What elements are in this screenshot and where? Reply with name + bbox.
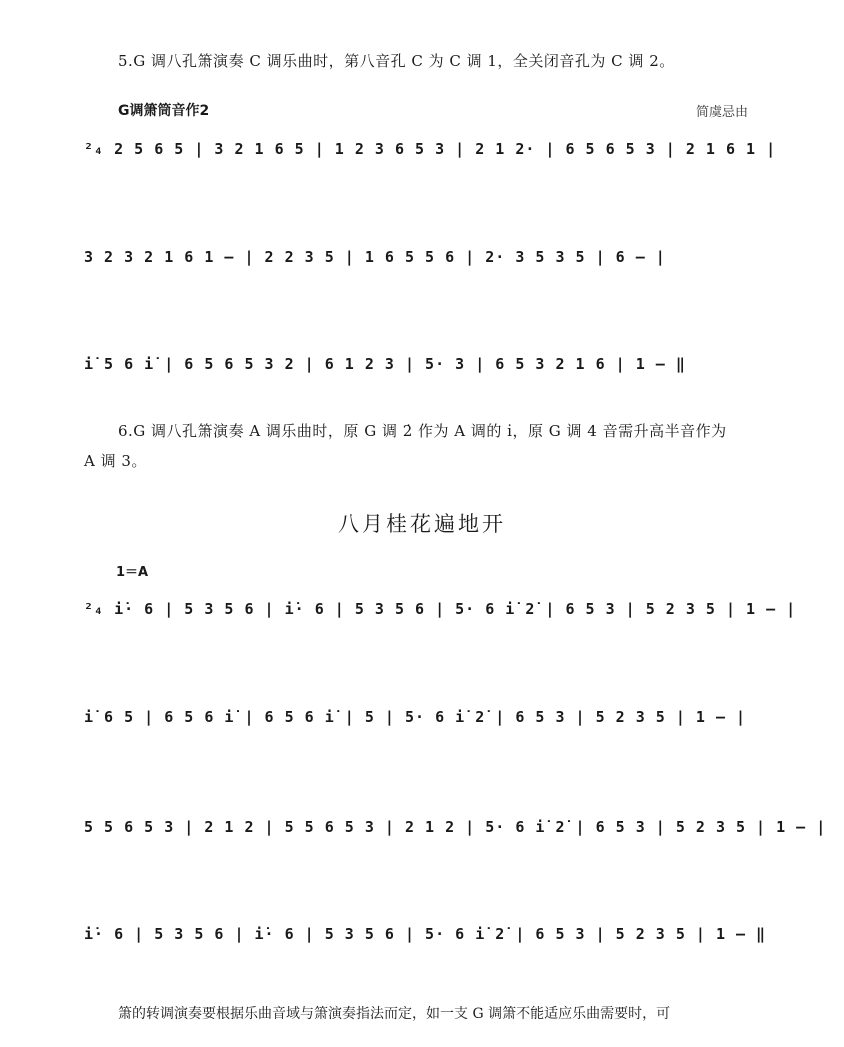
piece2-title: 八月桂花遍地开 [338, 512, 506, 536]
piece2-line-3: 5 5 6 5 3 | 2 1 2 | 5 5 6 5 3 | 2 1 2 | 5· 6 i̇ 2̇ | 6 5 3 | 5 2 3 5 | 1 – | [84, 818, 827, 836]
piece2-line-2: i̇ 6 5 | 6 5 6 i̇ | 6 5 6 i̇ | 5 | 5· 6 i̇ 2̇ | 6 5 3 | 5 2 3 5 | 1 – | [84, 708, 747, 726]
piece1-credit: 简虞忌由 [696, 105, 749, 120]
piece2-line-1: ²₄ i̇· 6 | 5 3 5 6 | i̇· 6 | 5 3 5 6 | 5· 6 i̇ 2̇ | 6 5 3 | 5 2 3 5 | 1 – | [84, 600, 797, 618]
note-6-line-1: 6.G 调八孔箫演奏 A 调乐曲时，原 G 调 2̇ 作为 A 调的 i̇，原 G 调 4 音需升高半音作为 [118, 422, 727, 440]
note-6-line-2: A 调 3。 [84, 452, 147, 470]
piece2-key: 1＝A [116, 565, 149, 580]
note-5: 5.G 调八孔箫演奏 C 调乐曲时，第八音孔 C 为 C 调 1，全关闭音孔为 C 调 2。 [118, 52, 675, 70]
piece1-line-3: i̇ 5 6 i̇ | 6 5 6 5 3 2 | 6 1 2 3 | 5· 3 | 6 5 3 2 1 6 | 1 – ‖ [84, 355, 686, 373]
piece1-line-1: ²₄ 2 5 6 5 | 3 2 1 6 5 | 1 2 3 6 5 3 | 2 1 2· | 6 5 6 5 3 | 2 1 6 1 | [84, 140, 777, 158]
piece2-line-4: i̇· 6 | 5 3 5 6 | i̇· 6 | 5 3 5 6 | 5· 6 i̇ 2̇ | 6 5 3 | 5 2 3 5 | 1 – ‖ [84, 925, 767, 943]
footer-text: 箫的转调演奏要根据乐曲音域与箫演奏指法而定，如一支 G 调箫不能适应乐曲需要时，可 [118, 1006, 671, 1022]
piece1-header: G调箫筒音作2 [118, 103, 210, 119]
piece1-line-2: 3 2 3 2 1 6 1 – | 2 2 3 5 | 1 6 5 5 6 | 2· 3 5 3 5 | 6 – | [84, 248, 666, 266]
